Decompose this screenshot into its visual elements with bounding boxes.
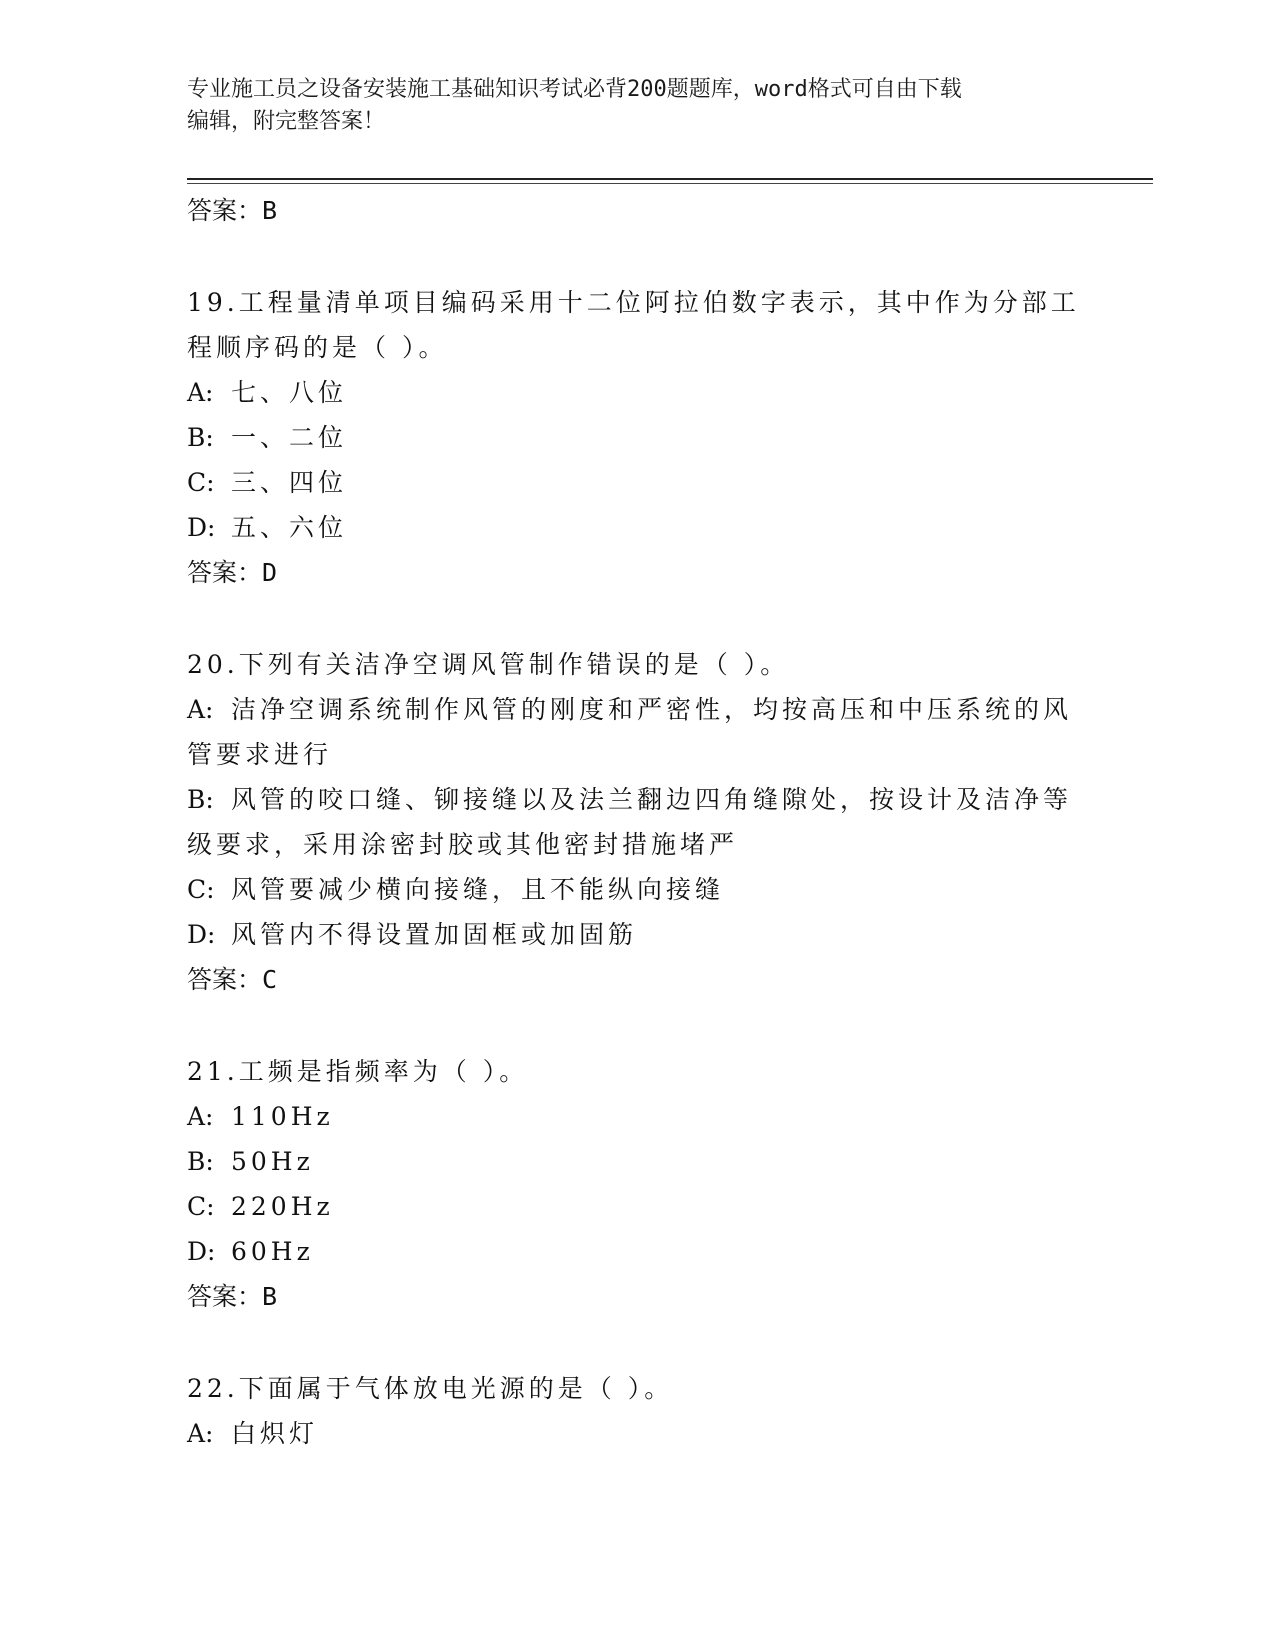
- option-letter: C:: [187, 1192, 215, 1221]
- question-list: [187, 188, 1087, 1456]
- option-a: [187, 370, 1087, 415]
- option-letter: D:: [187, 1237, 216, 1266]
- option-letter: B:: [187, 1147, 214, 1176]
- document-header: [187, 74, 1087, 138]
- option-c: [187, 867, 1087, 912]
- spacer: [187, 1319, 1087, 1366]
- answer-line: 答案：C: [187, 965, 278, 994]
- option-letter: B:: [187, 785, 214, 814]
- question-text: 20.下列有关洁净空调风管制作错误的是（ ）。: [187, 650, 790, 679]
- option-letter: D:: [187, 920, 216, 949]
- option-text: 风管的咬口缝、铆接缝以及法兰翻边四角缝隙处，按设计及洁净等级要求，采用涂密封胶或其他密封措施堵严: [187, 785, 1073, 859]
- spacer: [187, 233, 1087, 280]
- option-text: 五、六位: [231, 513, 348, 542]
- question-block-22: [187, 1366, 1087, 1456]
- header-divider-thick: [187, 178, 1153, 180]
- header-line-2: 编辑，附完整答案！: [187, 109, 386, 134]
- option-letter: D:: [187, 513, 216, 542]
- option-d: [187, 1229, 1087, 1274]
- question-text: 22.下面属于气体放电光源的是（ ）。: [187, 1374, 674, 1403]
- option-text: 三、四位: [231, 468, 348, 497]
- question-text: 21.工频是指频率为（ ）。: [187, 1057, 529, 1086]
- option-letter: C:: [187, 875, 215, 904]
- option-text: 220Hz: [231, 1192, 334, 1221]
- option-text: 风管要减少横向接缝，且不能纵向接缝: [231, 875, 725, 904]
- option-d: [187, 912, 1087, 957]
- question-block-20: [187, 642, 1087, 1002]
- option-text: 风管内不得设置加固框或加固筋: [231, 920, 638, 949]
- option-text: 七、八位: [231, 378, 348, 407]
- question-block-19: [187, 280, 1087, 595]
- previous-answer: 答案：B: [187, 196, 278, 225]
- option-b: [187, 1139, 1087, 1184]
- option-a: [187, 1094, 1087, 1139]
- option-d: [187, 505, 1087, 550]
- option-letter: A:: [187, 1102, 214, 1131]
- option-text: 60Hz: [231, 1237, 314, 1266]
- spacer: [187, 595, 1087, 642]
- spacer: [187, 1002, 1087, 1049]
- option-a: [187, 1411, 1087, 1456]
- option-b: [187, 415, 1087, 460]
- option-b: [187, 777, 1087, 867]
- option-c: [187, 1184, 1087, 1229]
- answer-line: 答案：D: [187, 558, 278, 587]
- header-divider-thin: [187, 183, 1153, 184]
- option-text: 50Hz: [231, 1147, 314, 1176]
- option-letter: A:: [187, 695, 214, 724]
- header-line-1: 专业施工员之设备安装施工基础知识考试必背200题题库，word格式可自由下载: [187, 77, 962, 102]
- option-letter: A:: [187, 378, 214, 407]
- option-letter: B:: [187, 423, 214, 452]
- option-a: [187, 687, 1087, 777]
- option-c: [187, 460, 1087, 505]
- answer-line: 答案：B: [187, 1282, 278, 1311]
- option-letter: A:: [187, 1419, 214, 1448]
- question-block-21: [187, 1049, 1087, 1319]
- option-letter: C:: [187, 468, 215, 497]
- option-text: 110Hz: [231, 1102, 334, 1131]
- option-text: 白炽灯: [231, 1419, 319, 1448]
- option-text: 一、二位: [231, 423, 348, 452]
- option-text: 洁净空调系统制作风管的刚度和严密性，均按高压和中压系统的风管要求进行: [187, 695, 1073, 769]
- question-text: 19.工程量清单项目编码采用十二位阿拉伯数字表示，其中作为分部工程顺序码的是（ ）。: [187, 288, 1080, 362]
